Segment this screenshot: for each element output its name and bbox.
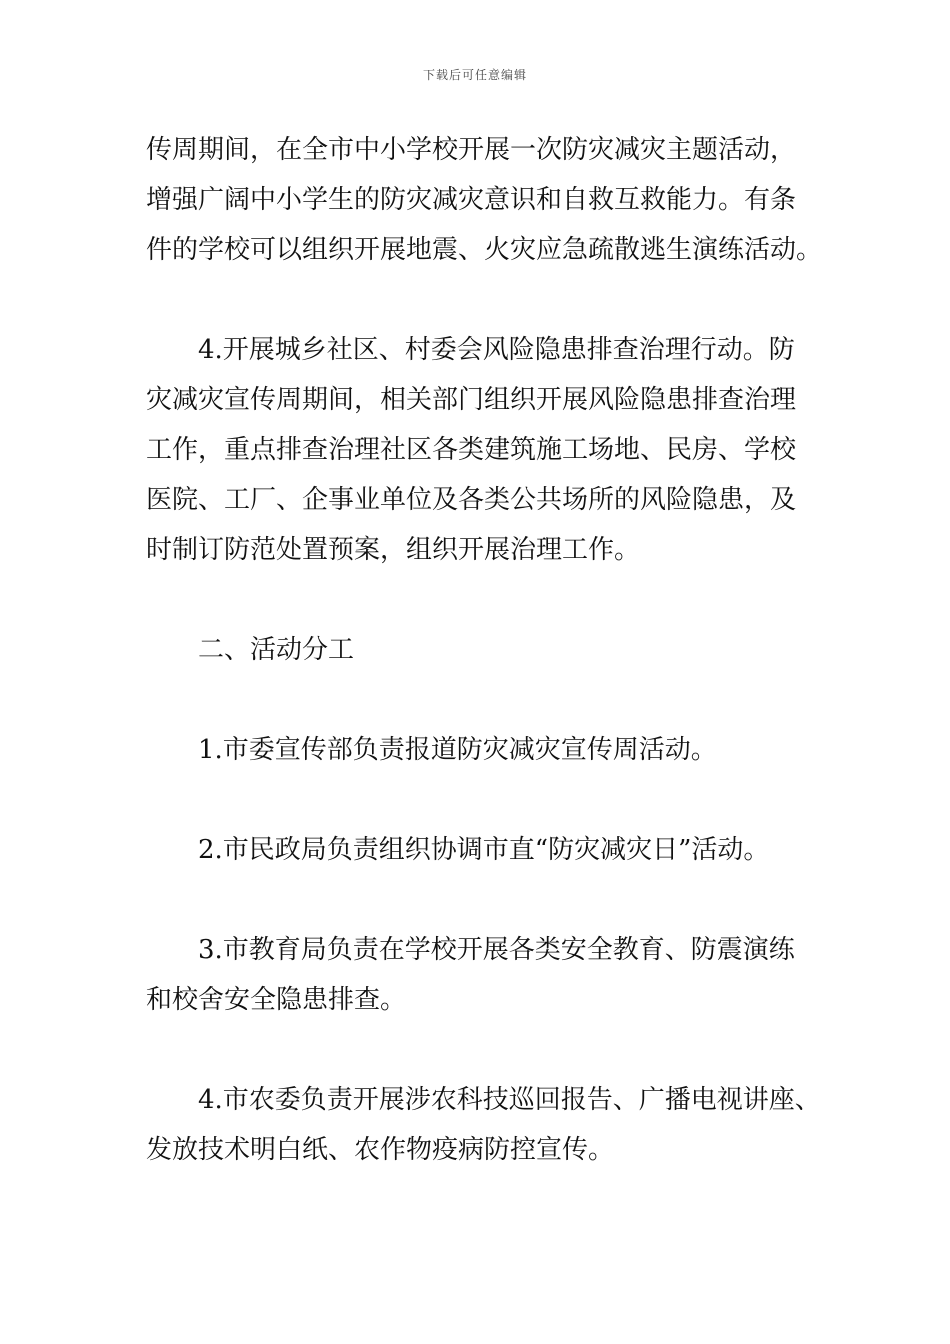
paragraph-division-2 — [146, 825, 836, 875]
text-line: 3.市教育局负责在学校开展各类安全教育、防震演练 — [198, 935, 795, 965]
document-body — [146, 125, 836, 1225]
text-line: 件的学校可以组织开展地震、火灾应急疏散逃生演练活动。 — [146, 235, 823, 265]
text-line: 工作，重点排查治理社区各类建筑施工场地、民房、学校 — [146, 435, 797, 465]
paragraph-continuation — [146, 125, 836, 275]
text-line: 2.市民政局负责组织协调市直“防灾减灾日”活动。 — [198, 835, 770, 865]
paragraph-division-1 — [146, 725, 836, 775]
text-line: 增强广阔中小学生的防灾减灾意识和自救互救能力。有条 — [146, 185, 797, 215]
text-line: 4.开展城乡社区、村委会风险隐患排查治理行动。防 — [198, 335, 795, 365]
text-line: 灾减灾宣传周期间，相关部门组织开展风险隐患排查治理 — [146, 385, 797, 415]
heading-text: 二、活动分工 — [198, 635, 355, 665]
page-header: 下载后可任意编辑 — [422, 68, 527, 82]
paragraph-item-4-risk-inspection — [146, 325, 836, 575]
text-line: 发放技术明白纸、农作物疫病防控宣传。 — [146, 1135, 615, 1165]
text-line: 传周期间，在全市中小学校开展一次防灾减灾主题活动， — [146, 135, 797, 165]
text-line: 时制订防范处置预案，组织开展治理工作。 — [146, 535, 641, 565]
paragraph-division-3 — [146, 925, 836, 1025]
text-line: 和校舍安全隐患排查。 — [146, 985, 407, 1015]
paragraph-division-4 — [146, 1075, 836, 1175]
section-heading — [146, 625, 836, 675]
text-line: 1.市委宣传部负责报道防灾减灾宣传周活动。 — [198, 735, 717, 765]
text-line: 4.市农委负责开展涉农科技巡回报告、广播电视讲座、 — [198, 1085, 821, 1115]
text-line: 医院、工厂、企事业单位及各类公共场所的风险隐患，及 — [146, 485, 797, 515]
